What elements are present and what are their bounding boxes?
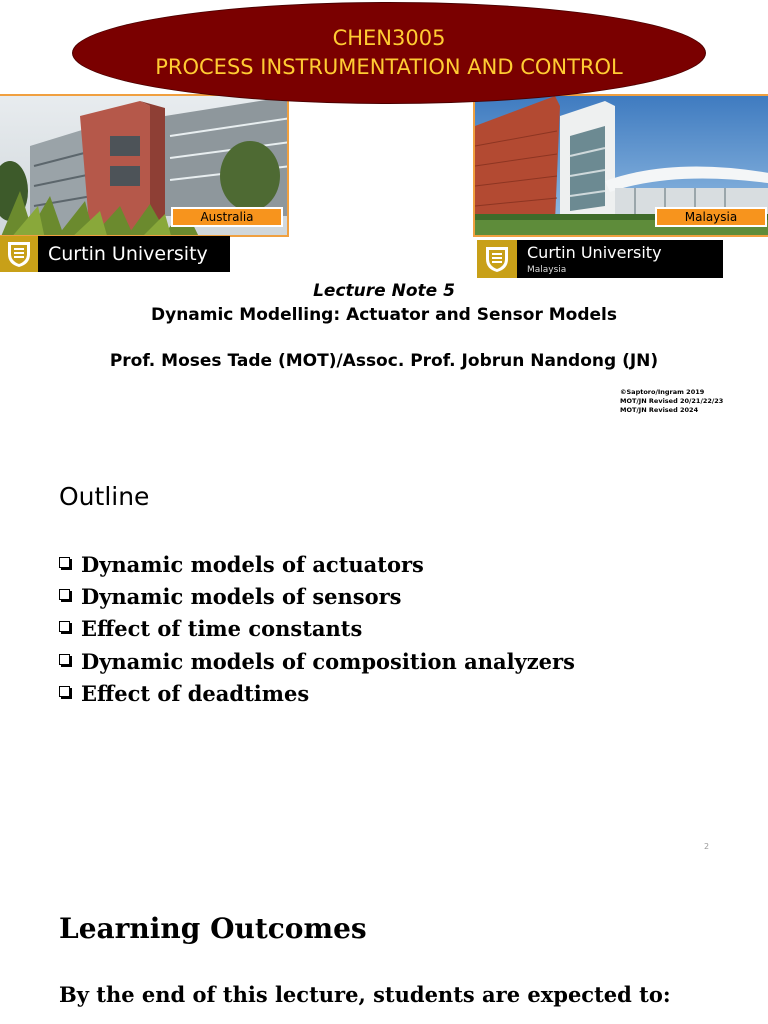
outline-item-text: Effect of deadtimes [81, 680, 310, 706]
course-code: CHEN3005 [332, 26, 446, 50]
checkbox-bullet-icon [59, 654, 70, 665]
learning-outcomes-intro: By the end of this lecture, students are expected to: [59, 982, 671, 1007]
curtin-logo-text-block [517, 240, 723, 278]
checkbox-bullet-icon [59, 557, 70, 568]
copyright-line: ©Saptoro/Ingram 2019 [620, 388, 705, 396]
page-number: 2 [704, 842, 710, 851]
outline-list [59, 548, 575, 709]
outline-item-text: Dynamic models of actuators [81, 551, 424, 577]
curtin-logo-text: Curtin University [527, 243, 662, 262]
curtin-malaysia-logo [477, 240, 723, 278]
lecture-authors: Prof. Moses Tade (MOT)/Assoc. Prof. Jobrun Nandong (JN) [109, 351, 659, 371]
outline-item [59, 677, 575, 709]
checkbox-bullet-icon [59, 621, 70, 632]
course-title-banner [72, 2, 706, 104]
course-name: PROCESS INSTRUMENTATION AND CONTROL [155, 55, 623, 79]
australia-campus-label: Australia [171, 207, 283, 227]
outline-item-text: Dynamic models of composition analyzers [81, 648, 575, 674]
outline-heading: Outline [59, 482, 150, 511]
outline-item [59, 613, 575, 645]
copyright-notice [620, 388, 723, 415]
curtin-crest-icon [477, 240, 517, 278]
outline-item-text: Dynamic models of sensors [81, 583, 402, 609]
curtin-logo-text: Curtin University [38, 236, 230, 272]
checkbox-bullet-icon [59, 686, 70, 697]
curtin-logo-subtext: Malaysia [527, 265, 567, 275]
learning-outcomes-heading: Learning Outcomes [59, 912, 367, 945]
copyright-line: MOT/JN Revised 2024 [620, 406, 699, 414]
outline-item [59, 548, 575, 580]
curtin-crest-icon [0, 236, 38, 272]
outline-item-text: Effect of time constants [81, 616, 363, 642]
malaysia-campus-label: Malaysia [655, 207, 767, 227]
malaysia-campus-photo [473, 94, 768, 237]
outline-item [59, 580, 575, 612]
lecture-note-title: Lecture Note 5 [313, 281, 455, 301]
australia-campus-photo [0, 94, 289, 237]
outline-item [59, 645, 575, 677]
copyright-line: MOT/JN Revised 20/21/22/23 [620, 397, 724, 405]
checkbox-bullet-icon [59, 589, 70, 600]
curtin-australia-logo [0, 236, 230, 272]
lecture-topic: Dynamic Modelling: Actuator and Sensor Models [151, 305, 617, 325]
